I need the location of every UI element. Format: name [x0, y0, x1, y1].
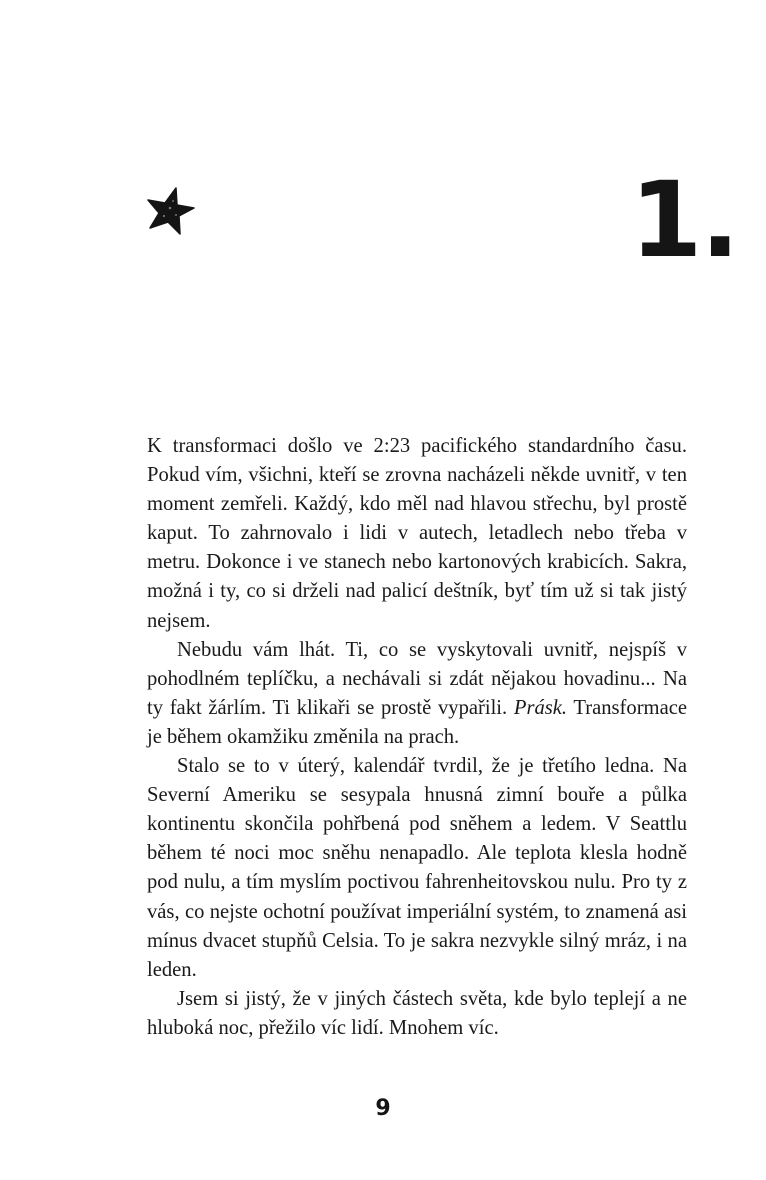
paragraph-text: Nebudu vám lhát. Ti, co se vyskytovali uvnitř, nejspíš v pohodlném teplíčku, a nechávali si zdát nějakou hovadinu... Na ty fakt žárlím. Ti klikaři se prostě vypařili. [147, 638, 687, 719]
paragraph-text: Transformace je během okamžiku změnila na prach. [147, 696, 687, 748]
paragraph: K transformaci došlo ve 2:23 pacifického standardního času. Pokud vím, všichni, kteří se zrovna nacházeli někde uvnitř, v ten moment zemřeli. Každý, kdo měl nad hlavou střechu, byl prostě kaput. To zahrnovalo i lidi v autech, letadlech nebo třeba v metru. Dokonce i ve stanech nebo kartonových krabicích. Sakra, možná i ty, co si drželi nad palicí deštník, byť tím už si tak jistý nejsem. [147, 435, 687, 632]
chapter-number: 1. [630, 159, 738, 281]
paragraph [147, 636, 687, 752]
emphasis-text: Prásk. [513, 696, 568, 719]
paragraph: Jsem si jistý, že v jiných částech světa, kde bylo teplejí a ne hluboká noc, přežilo víc lidí. Mnohem víc. [147, 987, 687, 1039]
paragraph: Stalo se to v úterý, kalendář tvrdil, že je třetího ledna. Na Severní Ameriku se sesypala hnusná zimní bouře a půlka kontinentu skončila pohřbená pod sněhem a ledem. V Seattlu během té noci moc sněhu nenapadlo. Ale teplota klesla hodně pod nulu, a tím myslím poctivou fahrenheitovskou nulu. Pro ty z vás, co nejste ochotní používat imperiální systém, to znamená asi mínus dvacet stupňů Celsia. To je sakra nezvykle silný mráz, i na leden. [147, 755, 687, 981]
star-icon [146, 186, 196, 236]
page-number: 9 [375, 1096, 391, 1121]
chapter-text [147, 432, 687, 1043]
